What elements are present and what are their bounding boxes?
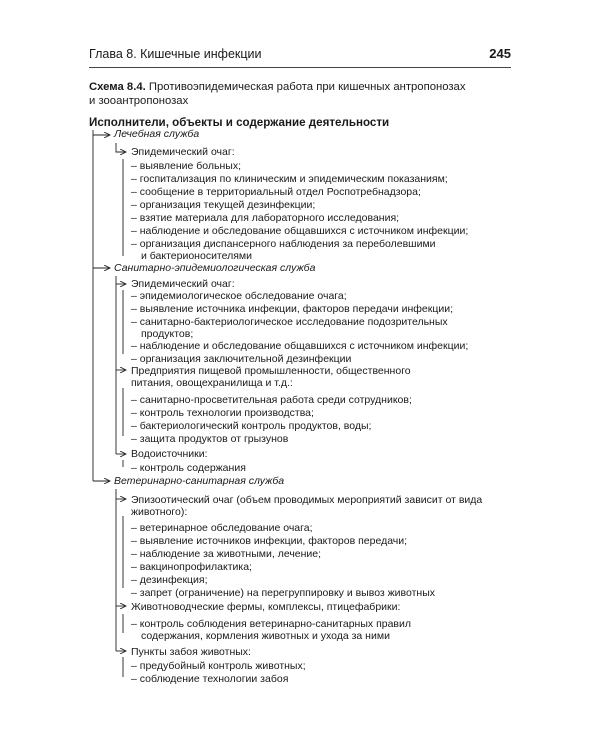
- list-item: – контроль содержания: [131, 462, 246, 474]
- list-item: – выявление источника инфекции, факторов передачи инфекции;: [131, 303, 453, 315]
- section-title-medical: Лечебная служба: [114, 128, 200, 140]
- list-item: – сообщение в территориальный отдел Роспотребнадзора;: [131, 186, 421, 198]
- list-item: – ветеринарное обследование очага;: [131, 522, 313, 534]
- list-item: – взятие материала для лабораторного исследования;: [131, 212, 400, 224]
- group-title: Эпидемический очаг:: [131, 278, 235, 290]
- list-item: – предубойный контроль животных;: [131, 660, 306, 672]
- list-item: – эпидемиологическое обследование очага;: [131, 290, 347, 302]
- list-item: – вакцинопрофилактика;: [131, 561, 252, 573]
- list-item: – соблюдение технологии забоя: [131, 673, 289, 685]
- list-item-continuation: содержания, кормления животных и ухода за ними: [141, 630, 390, 642]
- section-title-sanitary: Санитарно-эпидемиологическая служба: [114, 262, 316, 274]
- list-item: – организация текущей дезинфекции;: [131, 199, 316, 211]
- list-item: – организация заключительной дезинфекции: [131, 353, 352, 365]
- list-item: – бактериологический контроль продуктов, воды;: [131, 420, 372, 432]
- list-item: – запрет (ограничение) на перегруппировку и вывоз животных: [131, 587, 436, 599]
- list-item: – наблюдение за животными, лечение;: [131, 548, 322, 560]
- caption-line-2: и зооантропонозах: [89, 95, 189, 107]
- list-item: – наблюдение и обследование общавшихся с источником инфекции;: [131, 340, 469, 352]
- list-item-continuation: и бактерионосителями: [141, 250, 253, 262]
- list-item: – выявление больных;: [131, 160, 242, 172]
- list-item: – санитарно-бактериологическое исследование подозрительных: [131, 316, 448, 328]
- group-title: Животноводческие фермы, комплексы, птицефабрики:: [131, 601, 401, 613]
- group-title: Эпидемический очаг:: [131, 146, 235, 158]
- list-item: – дезинфекция;: [131, 574, 208, 586]
- page-number: 245: [489, 46, 511, 61]
- list-item: – контроль технологии производства;: [131, 407, 314, 419]
- list-item-continuation: продуктов;: [141, 328, 194, 340]
- list-item: – выявление источников инфекции, факторов передачи;: [131, 535, 408, 547]
- group-title-continuation: животного):: [131, 506, 188, 518]
- section-title-veterinary: Ветеринарно-санитарная служба: [114, 475, 285, 487]
- list-item: – защита продуктов от грызунов: [131, 433, 289, 445]
- caption-label: Схема 8.4.: [89, 81, 146, 93]
- group-title-continuation: питания, овощехранилища и т.д.:: [131, 377, 293, 389]
- chapter-title: Глава 8. Кишечные инфекции: [89, 47, 262, 61]
- list-item: – госпитализация по клиническим и эпидемическим показаниям;: [131, 173, 448, 185]
- caption-line-1: Противоэпидемическая работа при кишечных антропонозах: [148, 81, 466, 93]
- group-title: Пункты забоя животных:: [131, 646, 251, 658]
- list-item: – организация диспансерного наблюдения за переболевшими: [131, 238, 436, 250]
- list-item: – контроль соблюдения ветеринарно-санитарных правил: [131, 618, 412, 630]
- list-item: – наблюдение и обследование общавшихся с источником инфекции;: [131, 225, 469, 237]
- group-title: Водоисточники:: [131, 448, 208, 460]
- list-item: – санитарно-просветительная работа среди сотрудников;: [131, 394, 412, 406]
- scheme-heading: Исполнители, объекты и содержание деятельности: [89, 116, 390, 129]
- sec1-focus-arrow: [116, 143, 126, 152]
- group-title: Предприятия пищевой промышленности, общественного: [131, 365, 411, 377]
- group-title: Эпизоотический очаг (объем проводимых мероприятий зависит от вида: [131, 494, 483, 506]
